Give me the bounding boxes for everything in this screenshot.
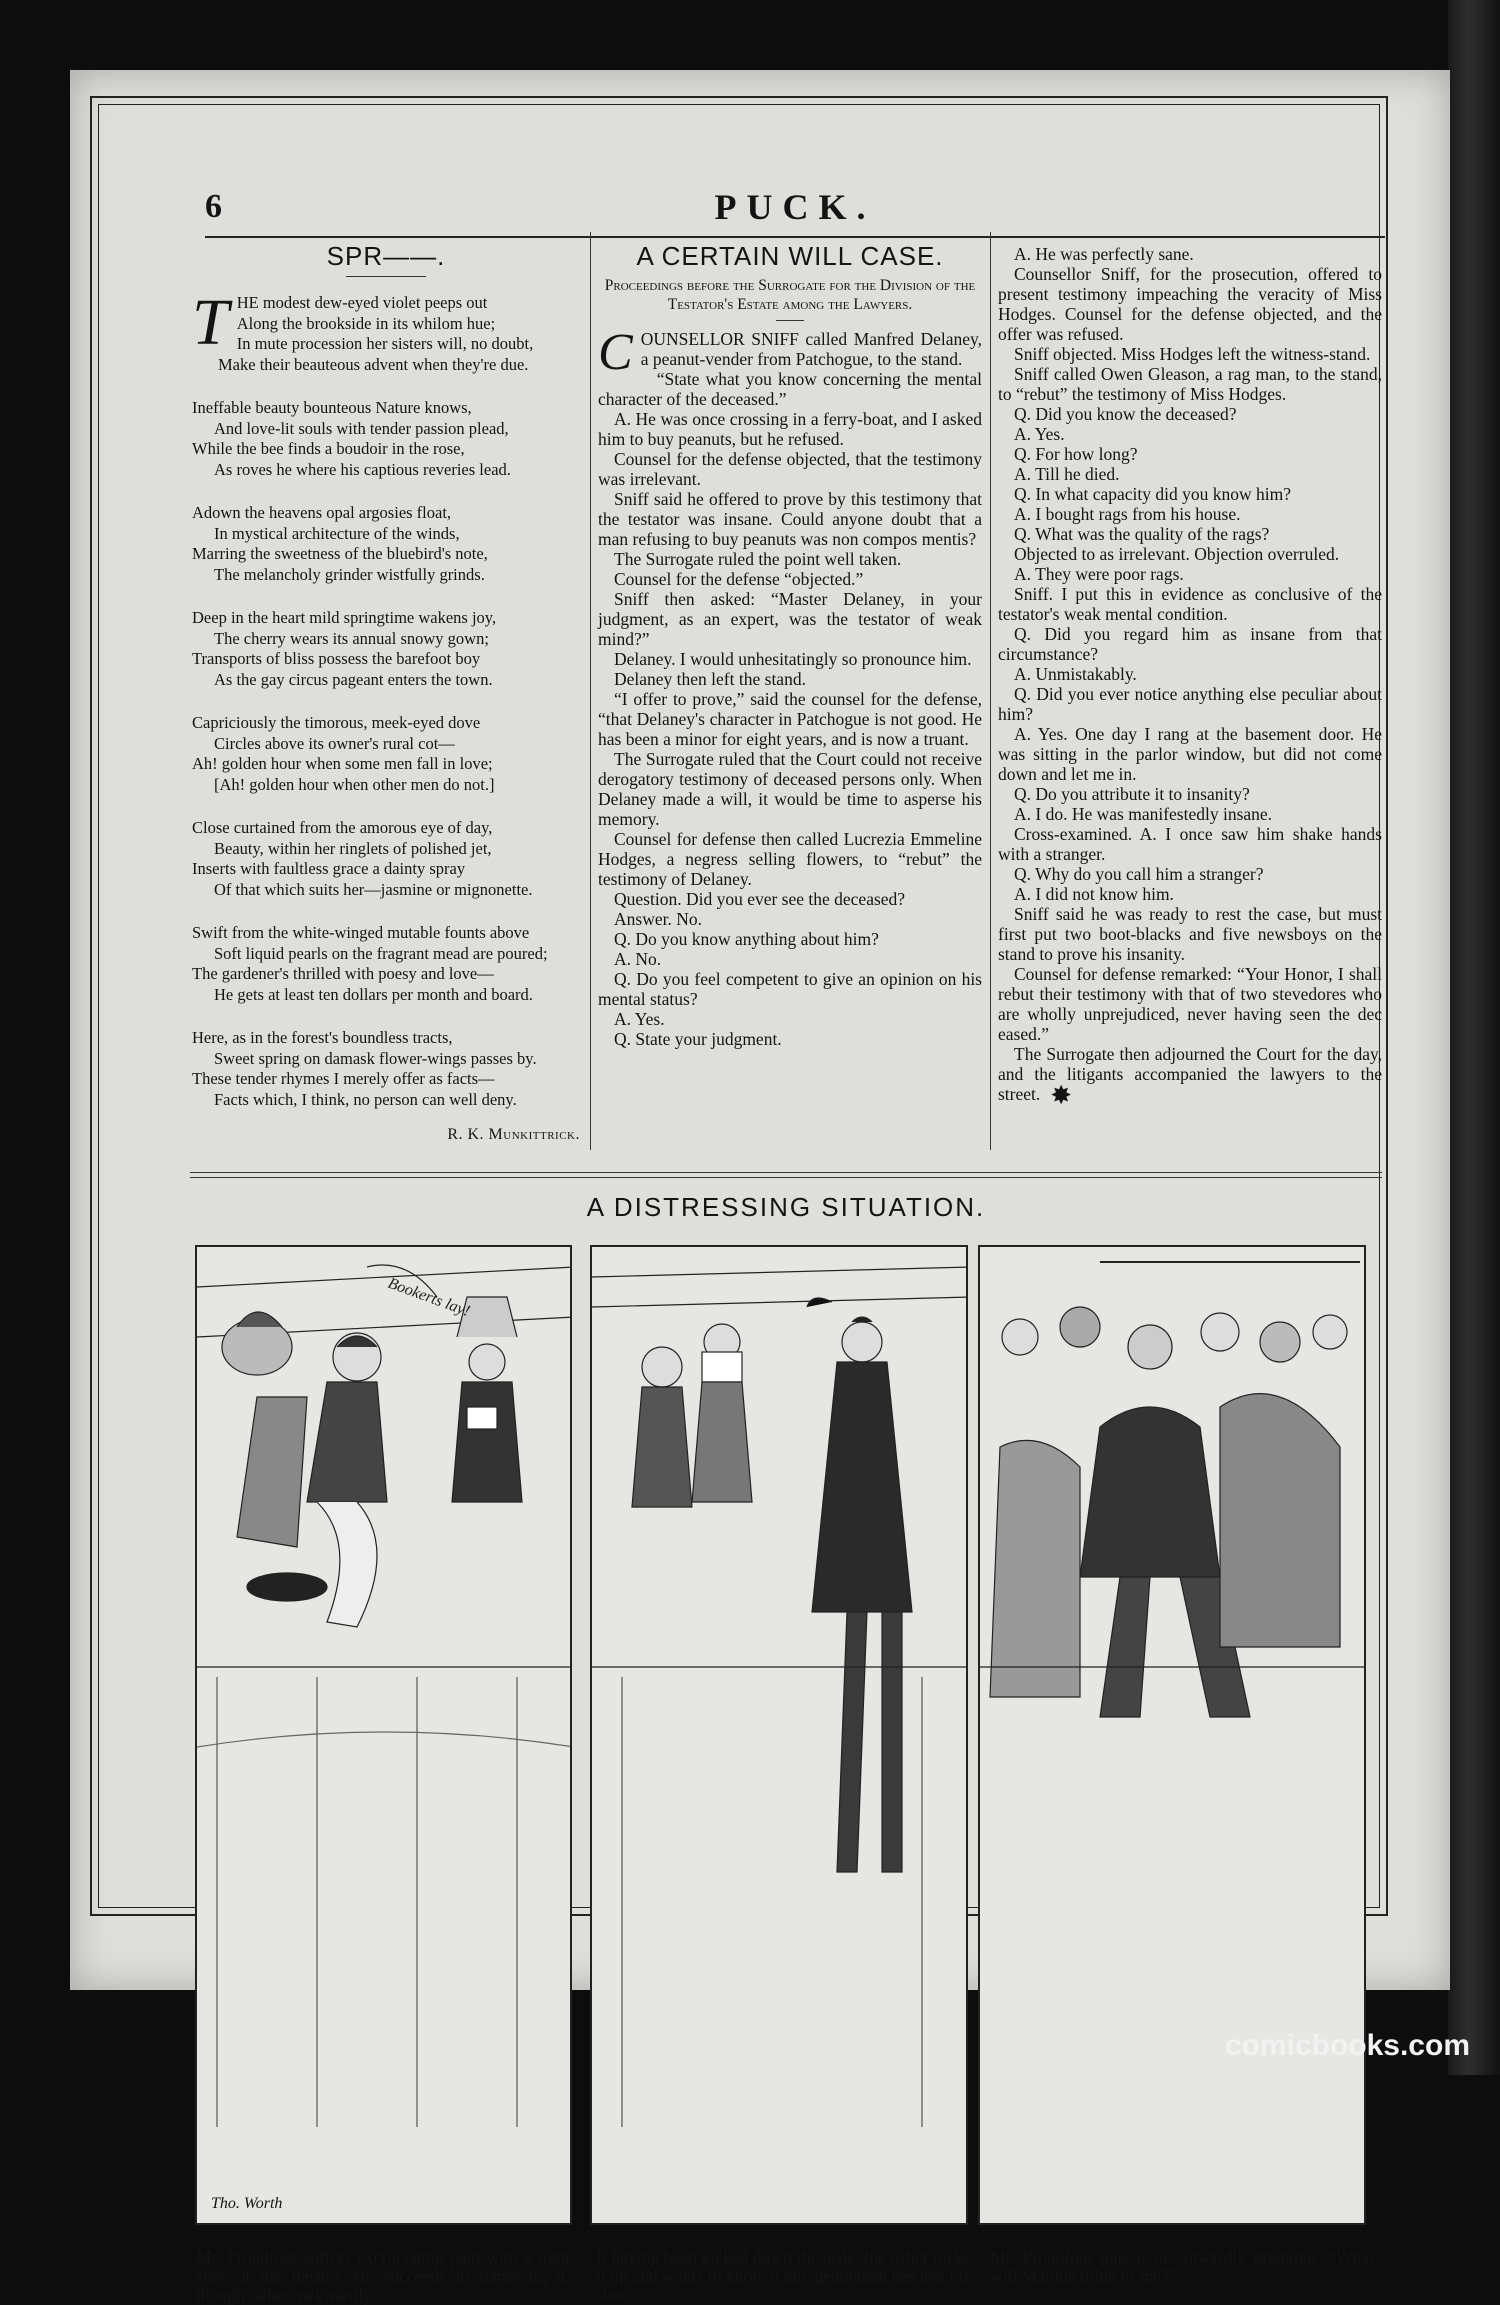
article-paragraph: Cross-examined. A. I once saw him shake hands with a stranger. bbox=[998, 824, 1382, 864]
article-paragraph: Sniff said he offered to prove by this testimony that the testator was insane. Could anyone doubt that a man refusing to buy peanuts was non compos mentis? bbox=[598, 489, 982, 549]
poem-stanza bbox=[192, 286, 580, 375]
article-paragraph: A. I did not know him. bbox=[1014, 884, 1174, 904]
watermark: comicbooks.com bbox=[1224, 2029, 1470, 2062]
poem-stanza bbox=[192, 713, 580, 795]
poem-stanza bbox=[192, 818, 580, 900]
caption-1: Mr. Proudfoot suffers excruciating pain with a tight shoe at the theatre. He succeeds in removing it, though rather awkwardly. bbox=[196, 2247, 570, 2305]
article-paragraph: A. They were poor rags. bbox=[1014, 564, 1184, 584]
poem-title: SPR——. bbox=[326, 241, 446, 271]
article-paragraph: Sniff called Owen Gleason, a rag man, to the stand, to “rebut” the testimony of Miss Hodges. bbox=[998, 364, 1382, 404]
article-text-2 bbox=[998, 244, 1382, 1110]
poem-line: Here, as in the forest's boundless tracts, bbox=[192, 1028, 453, 1047]
caption-2: It having been kicked down the aisle, the usher picks it up and wants to know if any gentleman has lost his shoe. bbox=[596, 2247, 970, 2305]
article-paragraph: Sniff said he was ready to rest the case, but must first put two boot-blacks and five newsboys on the stand to prove his insanity. bbox=[998, 904, 1382, 964]
poem-title-rule bbox=[346, 276, 426, 277]
poem-line: Sweet spring on damask flower-wings passes by. bbox=[214, 1048, 537, 1068]
poem-line: Circles above its owner's rural cot— bbox=[214, 733, 455, 753]
speech-text: Bookerts lay! bbox=[385, 1274, 473, 1321]
poem-stanza bbox=[192, 923, 580, 1005]
article-paragraph: Q. Did you regard him as insane from that circumstance? bbox=[998, 624, 1382, 664]
masthead bbox=[205, 186, 1385, 246]
article-paragraph: Counsel for defense then called Lucrezia Emmeline Hodges, a negress selling flowers, to “rebut” the testimony of Delaney. bbox=[598, 829, 982, 889]
article-paragraph: Counsel for the defense objected, that the testimony was irrelevant. bbox=[598, 449, 982, 489]
poem-line: Along the brookside in its whilom hue; bbox=[236, 313, 496, 333]
article-paragraph: Q. Do you know anything about him? bbox=[614, 929, 879, 949]
cartoon-panel-3 bbox=[978, 1245, 1366, 2225]
section-rule bbox=[190, 1172, 1382, 1178]
poem-line: Make their beauteous advent when they're due. bbox=[218, 354, 529, 374]
poem-line: The gardener's thrilled with poesy and love— bbox=[192, 964, 494, 983]
article-title: A CERTAIN WILL CASE. bbox=[636, 241, 944, 271]
poem-line: Swift from the white-winged mutable founts above bbox=[192, 923, 530, 942]
poem-line: Adown the heavens opal argosies float, bbox=[192, 503, 452, 522]
poem-stanza bbox=[192, 608, 580, 690]
poem-line: Deep in the heart mild springtime wakens joy, bbox=[192, 608, 497, 627]
poem-line: Soft liquid pearls on the fragrant mead are poured; bbox=[214, 943, 548, 963]
article-paragraph: Q. Why do you call him a stranger? bbox=[1014, 864, 1264, 884]
poem-stanza bbox=[192, 1028, 580, 1110]
caption-3: Mr. Proudfoot puts it on, inwardly groaning: “What will Matilda think of me?” bbox=[990, 2247, 1374, 2286]
poem-author: R. K. Munkittrick. bbox=[447, 1126, 580, 1143]
article-column-1 bbox=[598, 241, 982, 1049]
page-number: 6 bbox=[205, 188, 222, 225]
article-paragraph: Delaney. I would unhesitatingly so pronounce him. bbox=[614, 649, 972, 669]
article-paragraph: OUNSELLOR SNIFF called Manfred Delaney, a peanut-vender from Patchogue, to the stand. bbox=[640, 329, 982, 369]
poem-line: As roves he where his captious reveries lead. bbox=[214, 459, 511, 479]
poem-line: Ineffable beauty bounteous Nature knows, bbox=[192, 398, 472, 417]
poem-line: Transports of bliss possess the barefoot boy bbox=[192, 649, 481, 668]
article-paragraph: A. He was perfectly sane. bbox=[1014, 244, 1194, 264]
article-paragraph: A. I bought rags from his house. bbox=[1014, 504, 1241, 524]
poem-line: In mute procession her sisters will, no doubt, bbox=[236, 334, 534, 353]
poem-line: Facts which, I think, no person can well deny. bbox=[214, 1089, 517, 1109]
article-paragraph: Q. Did you ever notice anything else peculiar about him? bbox=[998, 684, 1382, 724]
article-paragraph: The Surrogate then adjourned the Court for the day, and the litigants accompanied the lawyers to the street. ✸ bbox=[998, 1044, 1382, 1110]
article-paragraph: A. Yes. One day I rang at the basement door. He was sitting in the parlor window, but did not come down and let me in. bbox=[998, 724, 1382, 784]
article-paragraph: Q. Do you feel competent to give an opinion on his mental status? bbox=[598, 969, 982, 1009]
article-paragraph: Q. State your judgment. bbox=[614, 1029, 782, 1049]
poem-line: Capriciously the timorous, meek-eyed dove bbox=[192, 713, 481, 732]
article-paragraph: “I offer to prove,” said the counsel for the defense, “that Delaney's character in Patchogue is not good. He has been a minor for eight years, and is now a truant. bbox=[598, 689, 982, 749]
article-paragraph: Q. Do you attribute it to insanity? bbox=[1014, 784, 1250, 804]
cartoon-panel-2 bbox=[590, 1245, 968, 2225]
cartoon-panel-1 bbox=[195, 1245, 572, 2225]
article-paragraph: Q. In what capacity did you know him? bbox=[1014, 484, 1292, 504]
article-paragraph: A. Yes. bbox=[1014, 424, 1065, 444]
panel-2-drawing bbox=[592, 1247, 968, 2225]
column-rule bbox=[990, 232, 991, 1150]
poem-line: [Ah! golden hour when other men do not.] bbox=[214, 774, 495, 794]
page-title: PUCK. bbox=[714, 187, 876, 227]
poem-line: Close curtained from the amorous eye of day, bbox=[192, 818, 493, 837]
article-paragraph: A. He was once crossing in a ferry-boat, and I asked him to buy peanuts, but he refused. bbox=[598, 409, 982, 449]
article-paragraph: Sniff then asked: “Master Delaney, in your judgment, as an expert, was the testator of weak mind?” bbox=[598, 589, 982, 649]
article-paragraph: A. Till he died. bbox=[1014, 464, 1120, 484]
scan-edge bbox=[1448, 0, 1500, 2075]
poem-line: Ah! golden hour when some men fall in love; bbox=[192, 754, 493, 773]
poem-line: Of that which suits her—jasmine or mignonette. bbox=[214, 879, 533, 899]
article-paragraph: Q. For how long? bbox=[1014, 444, 1138, 464]
panel-3-drawing bbox=[980, 1247, 1366, 2225]
poem-line: These tender rhymes I merely offer as facts— bbox=[192, 1069, 495, 1088]
masthead-rule bbox=[205, 236, 1385, 238]
article-paragraph: The Surrogate ruled the point well taken. bbox=[614, 549, 902, 569]
poem-column bbox=[192, 241, 580, 1145]
article-paragraph: A. No. bbox=[614, 949, 662, 969]
article-paragraph: Sniff objected. Miss Hodges left the witness-stand. bbox=[1014, 344, 1371, 364]
article-paragraph: A. Yes. bbox=[614, 1009, 665, 1029]
cartoon-title: A DISTRESSING SITUATION. bbox=[586, 1192, 986, 1222]
article-paragraph: A. I do. He was manifestedly insane. bbox=[1014, 804, 1273, 824]
article-dropcap: C bbox=[598, 324, 633, 381]
article-paragraph: Q. What was the quality of the rags? bbox=[1014, 524, 1270, 544]
article-paragraph: Q. Did you know the deceased? bbox=[1014, 404, 1237, 424]
poem-line: Inserts with faultless grace a dainty spray bbox=[192, 859, 466, 878]
poem-line: HE modest dew-eyed violet peeps out bbox=[236, 293, 488, 312]
article-paragraph: Question. Did you ever see the deceased? bbox=[614, 889, 906, 909]
article-paragraph: Counsel for defense remarked: “Your Honor, I shall rebut their testimony with that of two stevedores who are wholly unprejudiced, never having seen the dec eased.” bbox=[998, 964, 1382, 1044]
article-paragraph: Answer. No. bbox=[614, 909, 702, 929]
article-paragraph: Delaney then left the stand. bbox=[614, 669, 806, 689]
article-paragraph: Objected to as irrelevant. Objection overruled. bbox=[1014, 544, 1340, 564]
end-mark-icon: ✸ bbox=[1050, 1080, 1073, 1110]
artist-signature: Tho. Worth bbox=[211, 2195, 283, 2212]
poem-line: The melancholy grinder wistfully grinds. bbox=[214, 564, 485, 584]
column-rule bbox=[590, 232, 591, 1150]
article-column-2 bbox=[998, 244, 1382, 1110]
article-paragraph: The Surrogate ruled that the Court could not receive derogatory testimony of deceased persons only. When Delaney made a will, it would be time to asperse his memory. bbox=[598, 749, 982, 829]
poem-line: In mystical architecture of the winds, bbox=[214, 523, 460, 543]
poem-stanzas bbox=[192, 286, 580, 1110]
poem-line: He gets at least ten dollars per month and board. bbox=[214, 984, 533, 1004]
article-text-1 bbox=[598, 324, 982, 1049]
poem-dropcap: T bbox=[192, 286, 229, 359]
panel-1-drawing bbox=[197, 1247, 572, 2225]
article-subhead: Proceedings before the Surrogate for the Division of the Testator's Estate among the Lawyers. bbox=[604, 277, 976, 313]
poem-line: And love-lit souls with tender passion plead, bbox=[214, 418, 509, 438]
article-paragraph: Counsel for the defense “objected.” bbox=[614, 569, 864, 589]
article-paragraph: Counsellor Sniff, for the prosecution, offered to present testimony impeaching the veracity of Miss Hodges. Counsel for the defense objected, and the offer was refused. bbox=[998, 264, 1382, 344]
poem-line: While the bee finds a boudoir in the rose, bbox=[192, 439, 465, 458]
poem-line: The cherry wears its annual snowy gown; bbox=[214, 628, 489, 648]
poem-line: As the gay circus pageant enters the town. bbox=[214, 669, 493, 689]
article-paragraph: “State what you know concerning the mental character of the deceased.” bbox=[598, 369, 982, 409]
poem-line: Marring the sweetness of the bluebird's note, bbox=[192, 544, 488, 563]
poem-line: Beauty, within her ringlets of polished jet, bbox=[214, 838, 492, 858]
subhead-rule bbox=[776, 320, 804, 321]
poem-stanza bbox=[192, 503, 580, 585]
poem-stanza bbox=[192, 398, 580, 480]
article-paragraph: Sniff. I put this in evidence as conclusive of the testator's weak mental condition. bbox=[998, 584, 1382, 624]
article-paragraph: A. Unmistakably. bbox=[1014, 664, 1137, 684]
